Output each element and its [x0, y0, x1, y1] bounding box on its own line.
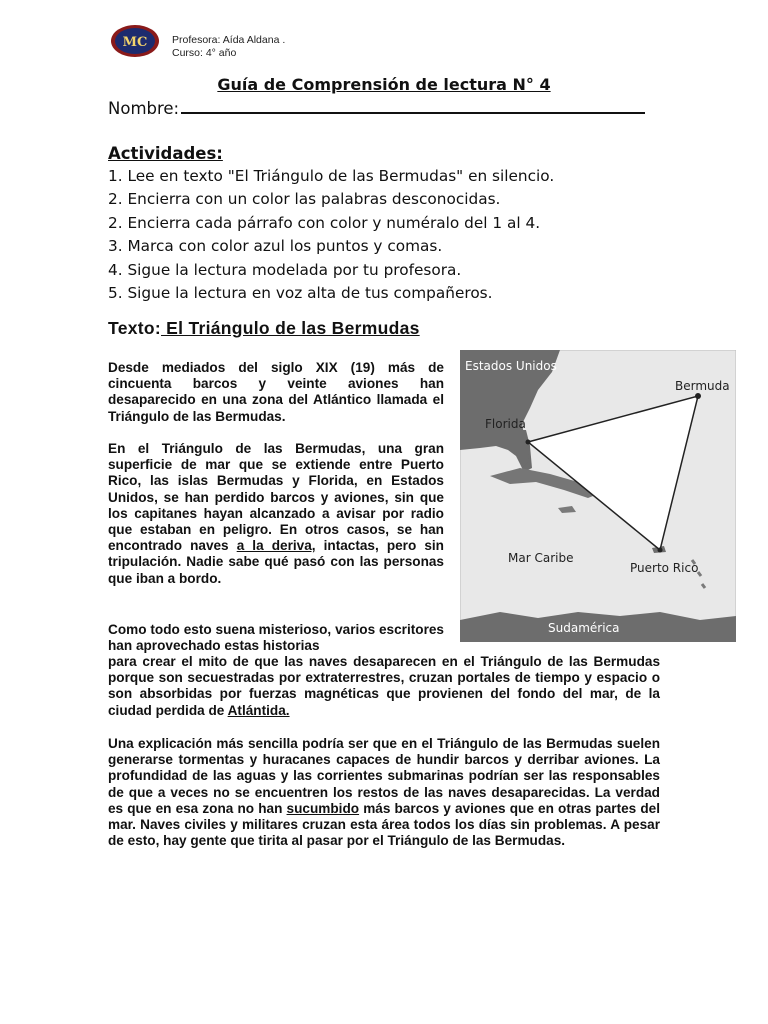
school-logo	[110, 24, 160, 58]
activities-list	[108, 165, 554, 305]
puerto-rico-point	[658, 548, 663, 553]
bermuda-triangle-map	[460, 350, 736, 642]
activity-item: 2. Encierra con un color las palabras desconocidas.	[108, 190, 501, 209]
activity-item: 5. Sigue la lectura en voz alta de tus compañeros.	[108, 284, 493, 303]
name-label: Nombre:	[108, 99, 180, 118]
paragraph-3-top: Como todo esto suena misterioso, varios escritores han aprovechado estas historias	[108, 622, 444, 654]
label-caribbean: Mar Caribe	[508, 551, 574, 565]
logo-text: MC	[122, 35, 148, 50]
course-name: Curso: 4° año	[172, 47, 237, 59]
label-florida: Florida	[485, 417, 526, 431]
activity-item: 3. Marca con color azul los puntos y comas.	[108, 237, 443, 256]
activity-item: 2. Encierra cada párrafo con color y numéralo del 1 al 4.	[108, 213, 541, 232]
paragraph-1: Desde mediados del siglo XIX (19) más de cincuenta barcos y veinte aviones han desaparecido en una zona del Atlántico llamada el Triángulo de las Bermudas.	[108, 360, 444, 424]
document-header	[172, 34, 285, 60]
florida-point	[526, 440, 531, 445]
text-heading	[108, 318, 420, 339]
term-atlantida: Atlántida.	[227, 702, 290, 718]
name-blank-line	[181, 98, 645, 114]
label-puerto-rico: Puerto Rico	[630, 561, 699, 575]
text-title: El Triángulo de las Bermudas	[161, 318, 420, 338]
name-field	[108, 98, 645, 118]
activities-heading: Actividades:	[108, 144, 223, 163]
term-a-la-deriva: a la deriva,	[236, 538, 316, 554]
activity-item: 4. Sigue la lectura modelada por tu profesora.	[108, 260, 462, 279]
label-usa: Estados Unidos	[465, 359, 557, 373]
label-south-america: Sudamérica	[548, 621, 620, 635]
activity-item: 1. Lee en texto "El Triángulo de las Bermudas" en silencio.	[108, 167, 555, 185]
page-title: Guía de Comprensión de lectura N° 4	[217, 75, 551, 94]
term-sucumbido: sucumbido	[286, 800, 360, 816]
paragraph-2: En el Triángulo de las Bermudas, una gran superficie de mar que se extiende entre Puerto Rico, las islas Bermudas y Florida, en Estados Unidos, se han perdido barcos y aviones, sin que los capitanes hayan alcanzado a avisar por radio que estaban en peligro. En otros casos, se han encontrado naves a la deriva, intactas, pero sin tripulación. Nadie sabe qué pasó con las personas que iban a bordo.	[108, 441, 444, 586]
text-label: Texto:	[108, 318, 162, 338]
paragraph-3: para crear el mito de que las naves desaparecen en el Triángulo de las Bermudas porque son secuestradas por extraterrestres, cruzan portales de tiempo y espacio o son absorbidas por fuerzas magnéticas que provienen del fondo del mar, de la ciudad perdida de Atlántida.	[108, 654, 660, 718]
label-bermuda: Bermuda	[675, 379, 730, 393]
bermuda-point	[695, 393, 701, 399]
paragraph-4: Una explicación más sencilla podría ser que en el Triángulo de las Bermudas suelen generarse tormentas y huracanes capaces de hundir barcos y derribar aviones. La profundidad de las aguas y las corrientes submarinas podrían ser las responsables de que a veces no se encuentren los restos de las naves desaparecidas. La verdad es que en esa zona no han sucumbido más barcos y aviones que en otras partes del mar. Naves civiles y militares cruzan esta área todos los días sin problemas. A pesar de esto, hay gente que tirita al pasar por el Triángulo de las Bermudas.	[108, 736, 660, 849]
teacher-name: Profesora: Aída Aldana .	[172, 34, 286, 46]
